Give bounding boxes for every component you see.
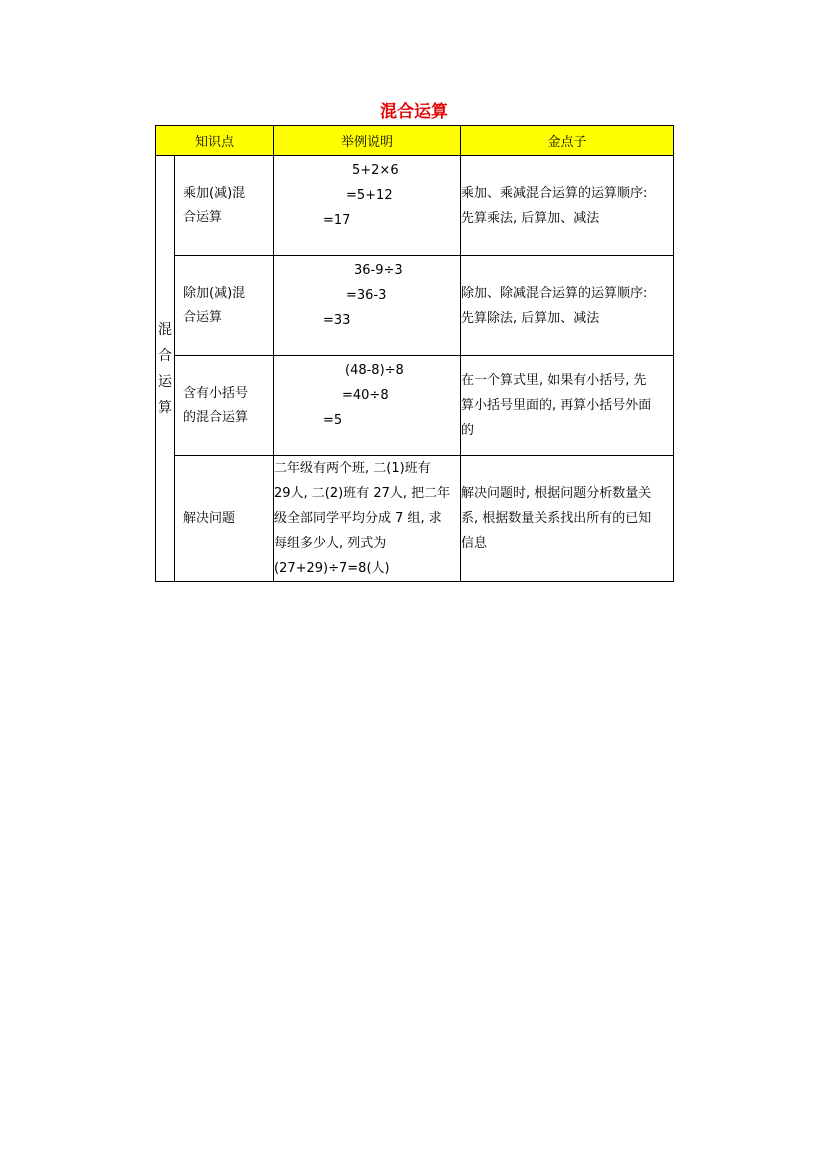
- example-line: 36-9÷3: [354, 263, 403, 278]
- tip-cell: [461, 356, 674, 456]
- tip-line: 的: [461, 423, 475, 438]
- table-header-row: [156, 126, 674, 156]
- topic-line: 合运算: [183, 209, 223, 225]
- example-line: =17: [323, 213, 351, 228]
- header-example: 举例说明: [274, 126, 461, 156]
- tip-cell: [461, 456, 674, 582]
- example-line: =5+12: [346, 188, 393, 203]
- document-title: 混合运算: [380, 102, 448, 122]
- table-row: [156, 456, 674, 582]
- topic-cell: [175, 256, 274, 356]
- example-line: (27+29)÷7=8(人): [274, 561, 390, 576]
- side-category-label: [156, 156, 175, 582]
- example-line: 每组多少人, 列式为: [274, 536, 387, 551]
- example-cell: [274, 256, 461, 356]
- side-char: 算: [158, 399, 172, 416]
- header-tips: 金点子: [461, 126, 674, 156]
- header-knowledge-point: 知识点: [156, 126, 274, 156]
- topic-line: 合运算: [183, 309, 223, 325]
- example-line: =5: [323, 413, 343, 428]
- topic-cell: [175, 156, 274, 256]
- tip-line: 先算乘法, 后算加、减法: [461, 210, 600, 226]
- topic-line: 的混合运算: [183, 409, 249, 425]
- example-cell: [274, 456, 461, 582]
- topic-line: 含有小括号: [183, 385, 249, 401]
- table-row: [156, 156, 674, 256]
- tip-line: 算小括号里面的, 再算小括号外面: [461, 398, 652, 413]
- topic-cell: [175, 356, 274, 456]
- topic-line: 除加(减)混: [183, 285, 246, 301]
- example-line: =36-3: [346, 288, 387, 303]
- example-line: =40÷8: [342, 388, 389, 403]
- example-line: 级全部同学平均分成 7 组, 求: [274, 511, 442, 526]
- example-line: 5+2×6: [352, 163, 399, 178]
- tip-line: 先算除法, 后算加、减法: [461, 310, 600, 326]
- topic-line: 解决问题: [183, 510, 236, 526]
- tip-line: 解决问题时, 根据问题分析数量关: [461, 486, 652, 501]
- tip-line: 信息: [461, 536, 488, 551]
- side-char: 合: [158, 347, 172, 364]
- tip-line: 在一个算式里, 如果有小括号, 先: [461, 373, 647, 388]
- tip-line: 系, 根据数量关系找出所有的已知: [461, 511, 652, 526]
- example-cell: [274, 356, 461, 456]
- topic-cell: [175, 456, 274, 582]
- tip-line: 除加、除减混合运算的运算顺序:: [461, 285, 648, 301]
- example-line: 二年级有两个班, 二(1)班有: [274, 461, 431, 476]
- tip-cell: [461, 156, 674, 256]
- example-line: (48-8)÷8: [345, 363, 404, 378]
- topic-line: 乘加(减)混: [183, 185, 246, 201]
- knowledge-table: [155, 125, 674, 582]
- example-line: =33: [323, 313, 351, 328]
- table-row: [156, 256, 674, 356]
- table-row: [156, 356, 674, 456]
- side-char: 运: [158, 373, 172, 390]
- example-line: 29人, 二(2)班有 27人, 把二年: [274, 486, 451, 501]
- tip-line: 乘加、乘减混合运算的运算顺序:: [461, 185, 648, 201]
- side-char: 混: [158, 321, 172, 338]
- example-cell: [274, 156, 461, 256]
- tip-cell: [461, 256, 674, 356]
